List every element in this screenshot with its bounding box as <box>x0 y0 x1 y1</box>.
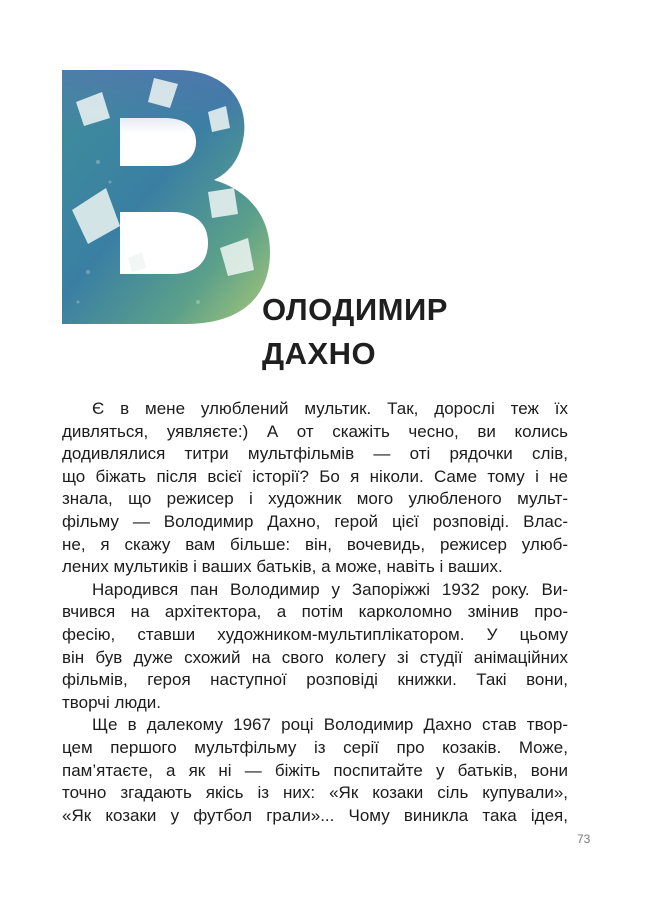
paragraph-1 <box>62 398 568 579</box>
text-line: дивляться, уявляєте:) А от скажіть чесно, ви колись <box>62 421 568 441</box>
text-line: «Як козаки у футбол грали»... Чому виникла така ідея, <box>62 805 568 825</box>
text-line: він був дуже схожий на свого колегу зі студії анімаційних <box>62 647 568 667</box>
page-title <box>262 288 448 376</box>
text-line: фільму — Володимир Дахно, герой цієї розповіді. Влас- <box>62 511 568 531</box>
text-line: пам’ятаєте, а як ні — біжіть поспитайте у батьків, вони <box>62 760 568 780</box>
text-line: цем першого мультфільму із серії про козаків. Може, <box>62 737 568 757</box>
body-text <box>62 398 568 827</box>
text-line: фесію, ставши художником-мультиплікатором. У цьому <box>62 624 568 644</box>
text-line: додивлялися титри мультфільмів — оті рядочки слів, <box>62 444 568 464</box>
text-line: точно згадають якісь із них: «Як козаки сіль купували», <box>62 783 568 803</box>
text-line: лених мультиків і ваших батьків, а може, навіть і ваших. <box>62 557 503 577</box>
paragraph-3 <box>62 714 568 827</box>
text-line: вчився на архітектора, а потім карколомно змінив про- <box>62 602 568 622</box>
text-line: Народився пан Володимир у Запоріжжі 1932 року. Ви- <box>92 579 568 599</box>
text-line: Ще в далекому 1967 році Володимир Дахно став твор- <box>92 715 568 735</box>
title-line-1: ОЛОДИМИР <box>262 292 448 327</box>
text-line: творчі люди. <box>62 692 161 712</box>
paragraph-2 <box>62 579 568 715</box>
text-line: знала, що режисер і художник мого улюбленого мульт- <box>62 489 568 509</box>
dropcap-letter-v <box>58 62 278 330</box>
page-number: 73 <box>577 832 591 846</box>
text-line: фільмів, героя наступної розповіді книжки. Такі вони, <box>62 670 568 690</box>
text-line: не, я скажу вам більше: він, вочевидь, режисер улюб- <box>62 534 568 554</box>
title-line-2: ДАХНО <box>262 336 377 371</box>
text-line: що біжать після всієї історії? Бо я ніколи. Саме тому і не <box>62 466 568 486</box>
text-line: Є в мене улюблений мультик. Так, дорослі теж їх <box>92 399 568 418</box>
